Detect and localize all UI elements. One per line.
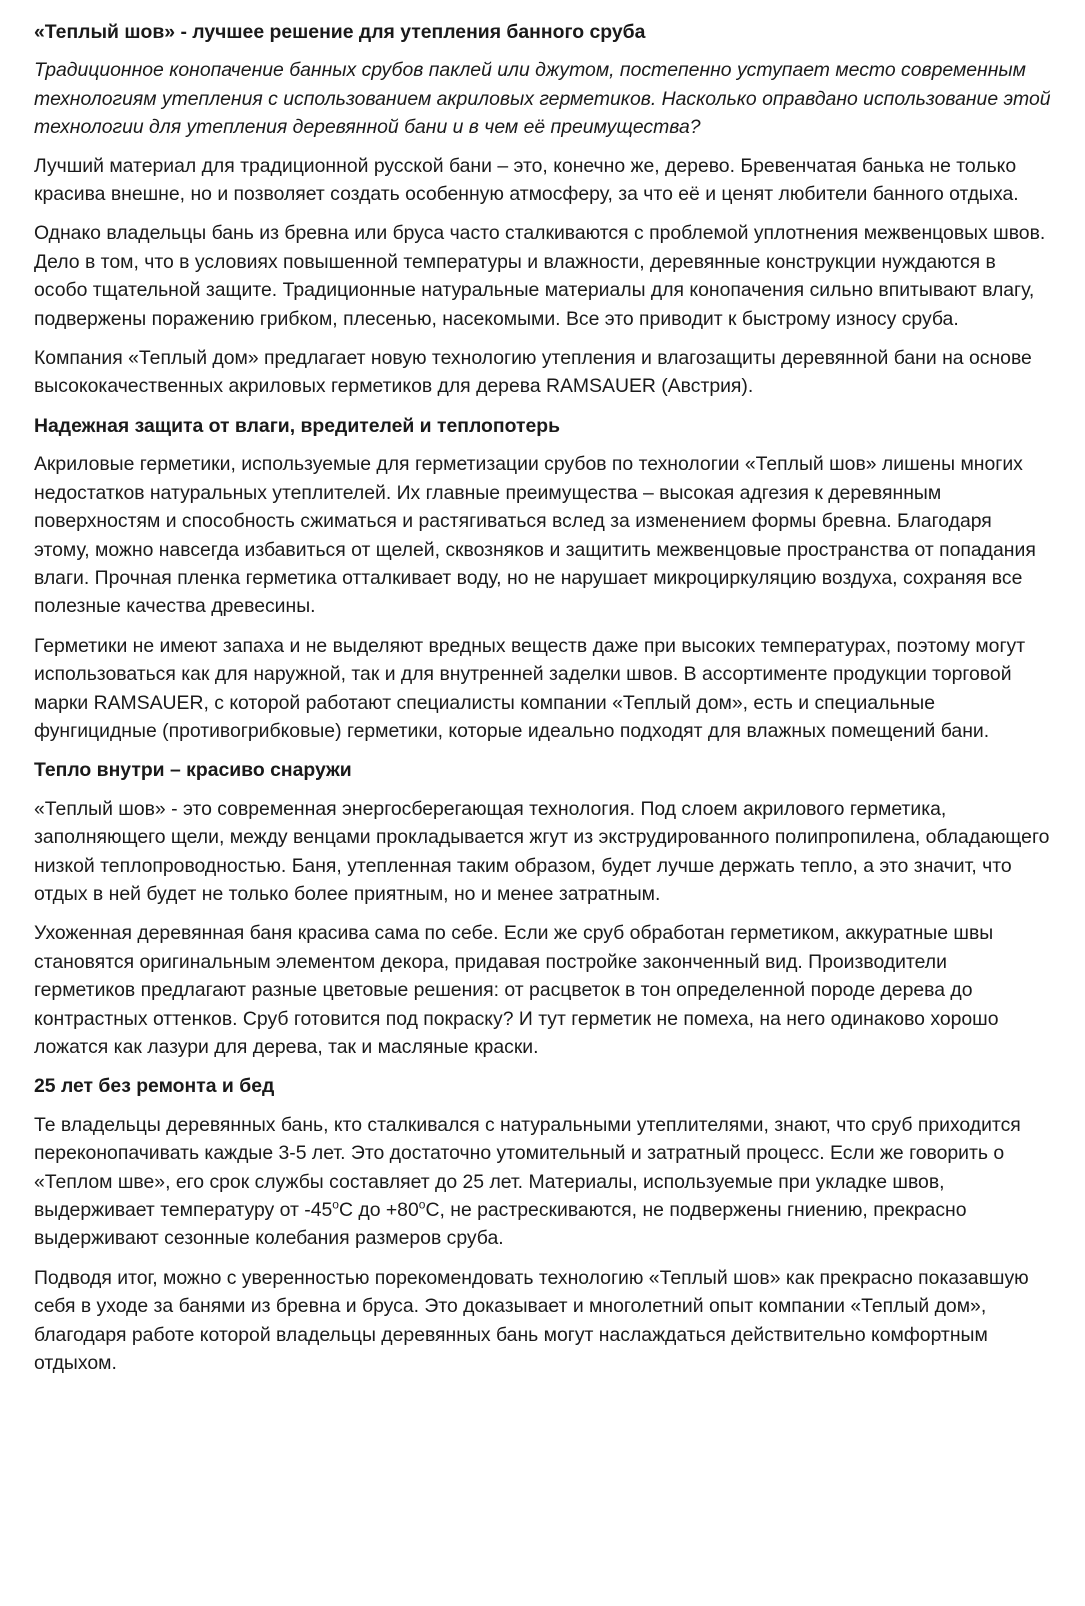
intro-paragraph-3: Компания «Теплый дом» предлагает новую технологию утепления и влагозащиты деревянной бани на основе высококачественных акриловых герметиков для дерева RAMSAUER (Австрия). [34,347,1032,398]
protection-paragraph-1: Акриловые герметики, используемые для герметизации срубов по технологии «Теплый шов» лишены многих недостатков натуральных утеплителей. Их главные преимущества – высокая адгезия к деревянным поверхностям и способность сжиматься и растягиваться вслед за изменением формы бревна. Благодаря этому, можно навсегда избавиться от щелей, сквозняков и защитить межвенцовые пространства от попадания влаги. Прочная пленка герметика отталкивает воду, но не нарушает микроциркуляцию воздуха, сохраняя все полезные качества древесины. [34,453,1036,618]
durability-paragraph-1 [34,1111,1051,1253]
durability-text-part-2: С до +80 [338,1199,419,1222]
section-heading-warmth: Тепло внутри – красиво снаружи [34,759,352,782]
conclusion-paragraph: Подводя итог, можно с уверенностью порекомендовать технологию «Теплый шов» как прекрасно показавшую себя в уходе за банями из бревна и бруса. Это доказывает и многолетний опыт компании «Теплый дом», благодаря работе которой владельцы деревянных бань могут наслаждаться действительно комфортным отдыхом. [34,1266,1029,1375]
section-heading-protection: Надежная защита от влаги, вредителей и теплопотерь [34,414,561,437]
article-lead: Традиционное конопачение банных срубов паклей или джутом, постепенно уступает место современным технологиям утепления с использованием акриловых герметиков. Насколько оправдано использование этой технологии для утепления деревянной бани и в чем её преимущества? [34,59,1051,139]
durability-text-part-3: С, не растрескиваются, не подвержены гниению, прекрасно выдерживают сезонные колебания размеров сруба. [34,1199,967,1250]
section-heading-durability: 25 лет без ремонта и бед [34,1075,275,1098]
protection-paragraph-2: Герметики не имеют запаха и не выделяют вредных веществ даже при высоких температурах, поэтому могут использоваться как для наружной, так и для внутренней заделки швов. В ассортименте продукции торговой марки RAMSAUER, с которой работают специалисты компании «Теплый дом», есть и специальные фунгицидные (противогрибковые) герметики, которые идеально подходят для влажных помещений бани. [34,634,1026,742]
durability-text-part-1: Те владельцы деревянных бань, кто сталкивался с натуральными утеплителями, знают, что сруб приходится переконопачивать каждые 3-5 лет. Это достаточно утомительный и затратный процесс. Если же говорить о «Теплом шве», его срок службы составляет до 25 лет. Материалы, используемые при укладке швов, выдерживает температуру от -45 [34,1113,1021,1222]
intro-paragraph-1: Лучший материал для традиционной русской бани – это, конечно же, дерево. Бревенчатая банька не только красива внешне, но и позволяет создать особенную атмосферу, за что её и ценят любители банного отдыха. [34,154,1019,206]
warmth-paragraph-2: Ухоженная деревянная баня красива сама по себе. Если же сруб обработан герметиком, аккуратные швы становятся оригинальным элементом декора, придавая постройке законченный вид. Производители герметиков предлагают разные цветовые решения: от расцветок в тон определенной породе дерева до контрастных оттенков. Сруб готовится под покраску? И тут герметик не помеха, на него одинаково хорошо ложатся как лазури для дерева, так и масляные краски. [34,922,999,1058]
degree-sign-2: o [418,1197,426,1212]
intro-paragraph-2: Однако владельцы бань из бревна или бруса часто сталкиваются с проблемой уплотнения межвенцовых швов. Дело в том, что в условиях повышенной температуры и влажности, деревянные конструкции нуждаются в особо тщательной защите. Традиционные натуральные материалы для конопачения сильно впитывают влагу, подвержены поражению грибком, плесенью, насекомыми. Все это приводит к быстрому износу сруба. [34,222,1046,330]
article-title: «Теплый шов» - лучшее решение для утепления банного сруба [34,21,646,43]
warmth-paragraph-1: «Теплый шов» - это современная энергосберегающая технология. Под слоем акрилового герметика, заполняющего щели, между венцами прокладывается жгут из экструдированного полипропилена, обладающего низкой теплопроводностью. Баня, утепленная таким образом, будет лучше держать тепло, а это значит, что отдых в ней будет не только более приятным, но и менее затратным. [34,797,1050,905]
degree-sign-1: o [332,1197,339,1212]
